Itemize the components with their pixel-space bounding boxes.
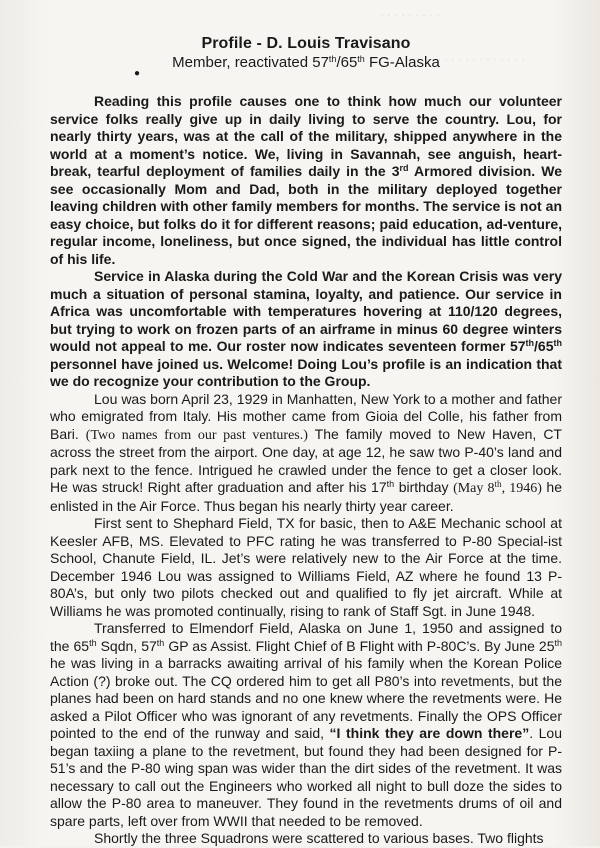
page-subtitle: ● Member, reactivated 57th/65th FG-Alaska [50,53,562,72]
body-paragraph-training: First sent to Shephard Field, TX for basic, then to A&E Mechanic school at Keesler AFB, MS. Elevated to PFC rating he was transferred to P-80 Special-ist School, Chanute Field, IL. Jet’s were relatively new to the Air Force at the time. December 1946 Lou was assigned to Williams Field, AZ where he found 13 P-80A’s, but only two pilots checked out and qualified to fly jet aircraft. While at Williams he was promoted continually, rising to rank of Staff Sgt. in June 1948. [50,515,562,619]
document-body [50,34,562,848]
body-paragraph-birth: Lou was born April 23, 1929 in Manhatten, New York to a mother and father who emigrated from Italy. His mother came from Gioia del Colle, his father from Bari. (Two names from our past ventures.) The family moved to New Haven, CT across the street from the airport. One day, at age 12, he saw two P-40’s land and park next to the fence. Intrigued he crawled under the fence to get a closer look. He was struck! Right after graduation and after his 17th birthday (May 8th, 1946) he enlisted in the Air Force. Thus began his nearly thirty year career. [50,390,563,514]
bleed-through-text: · · · · · · · · · · · · · · [430,52,525,66]
body-paragraph-alaska: Transferred to Elmendorf Field, Alaska on June 1, 1950 and assigned to the 65th Sqdn, 57th GP as Assist. Flight Chief of B Flight with P-80C’s. By June 25th he was living in a barracks awaiting arrival of his family when the Korean Police Action (?) broke out. The CQ ordered him to get all P80’s into revetments, but the planes had been on hard stands and no one knew where the revetments were. He asked a Pilot Officer who was ignorant of any revetments. Finally the OPS Officer pointed to the end of the runway and said, “I think they are down there”. Lou began taxiing a plane to the revetment, but found they had been designed for P-51’s and the P-80 wing span was wider than the dirt sides of the revetment. It was necessary to call out the Engineers who worked all night to bull doze the sides to allow the P-80 area to maneuver. They found in the revetments drums of oil and spare parts, left over from WWII that needed to be removed. [50,620,563,829]
intro-paragraph-1: Reading this profile causes one to think how much our volunteer service folks really give up in daily living to serve the country. Lou, for nearly thirty years, was at the call of the military, shipped anywhere in the world at a moment’s notice. We, living in Savannah, see anguish, heart-break, tearful deployment of families daily in the 3rd Armored division. We see occasionally Mom and Dad, both in the military deployed together leaving children with other family members for months. The service is not an easy choice, but folks do it for different reasons; paid education, ad-venture, regular income, loneliness, but once signed, the individual has little control of his life. [50,93,562,267]
body-paragraph-squadrons: Shortly the three Squadrons were scattered to various bases. Two flights [94,830,544,846]
page-title: Profile - D. Louis Travisano [201,35,411,52]
intro-paragraph-2: Service in Alaska during the Cold War and the Korean Crisis was very much a situation of personal stamina, loyalty, and patience. Our service in Africa was uncomfortable with temperatures hovering at 110/120 degrees, but trying to work on frozen parts of an airframe in minus 60 degree winters would not appeal to me. Our roster now indicates seventeen former 57th/65th personnel have joined us. Welcome! Doing Lou’s profile is an indication that we do recognize your contribution to the Group. [50,268,562,389]
bleed-through-text: · · · · · · · · · [380,8,440,22]
stray-mark: ● [134,68,141,79]
